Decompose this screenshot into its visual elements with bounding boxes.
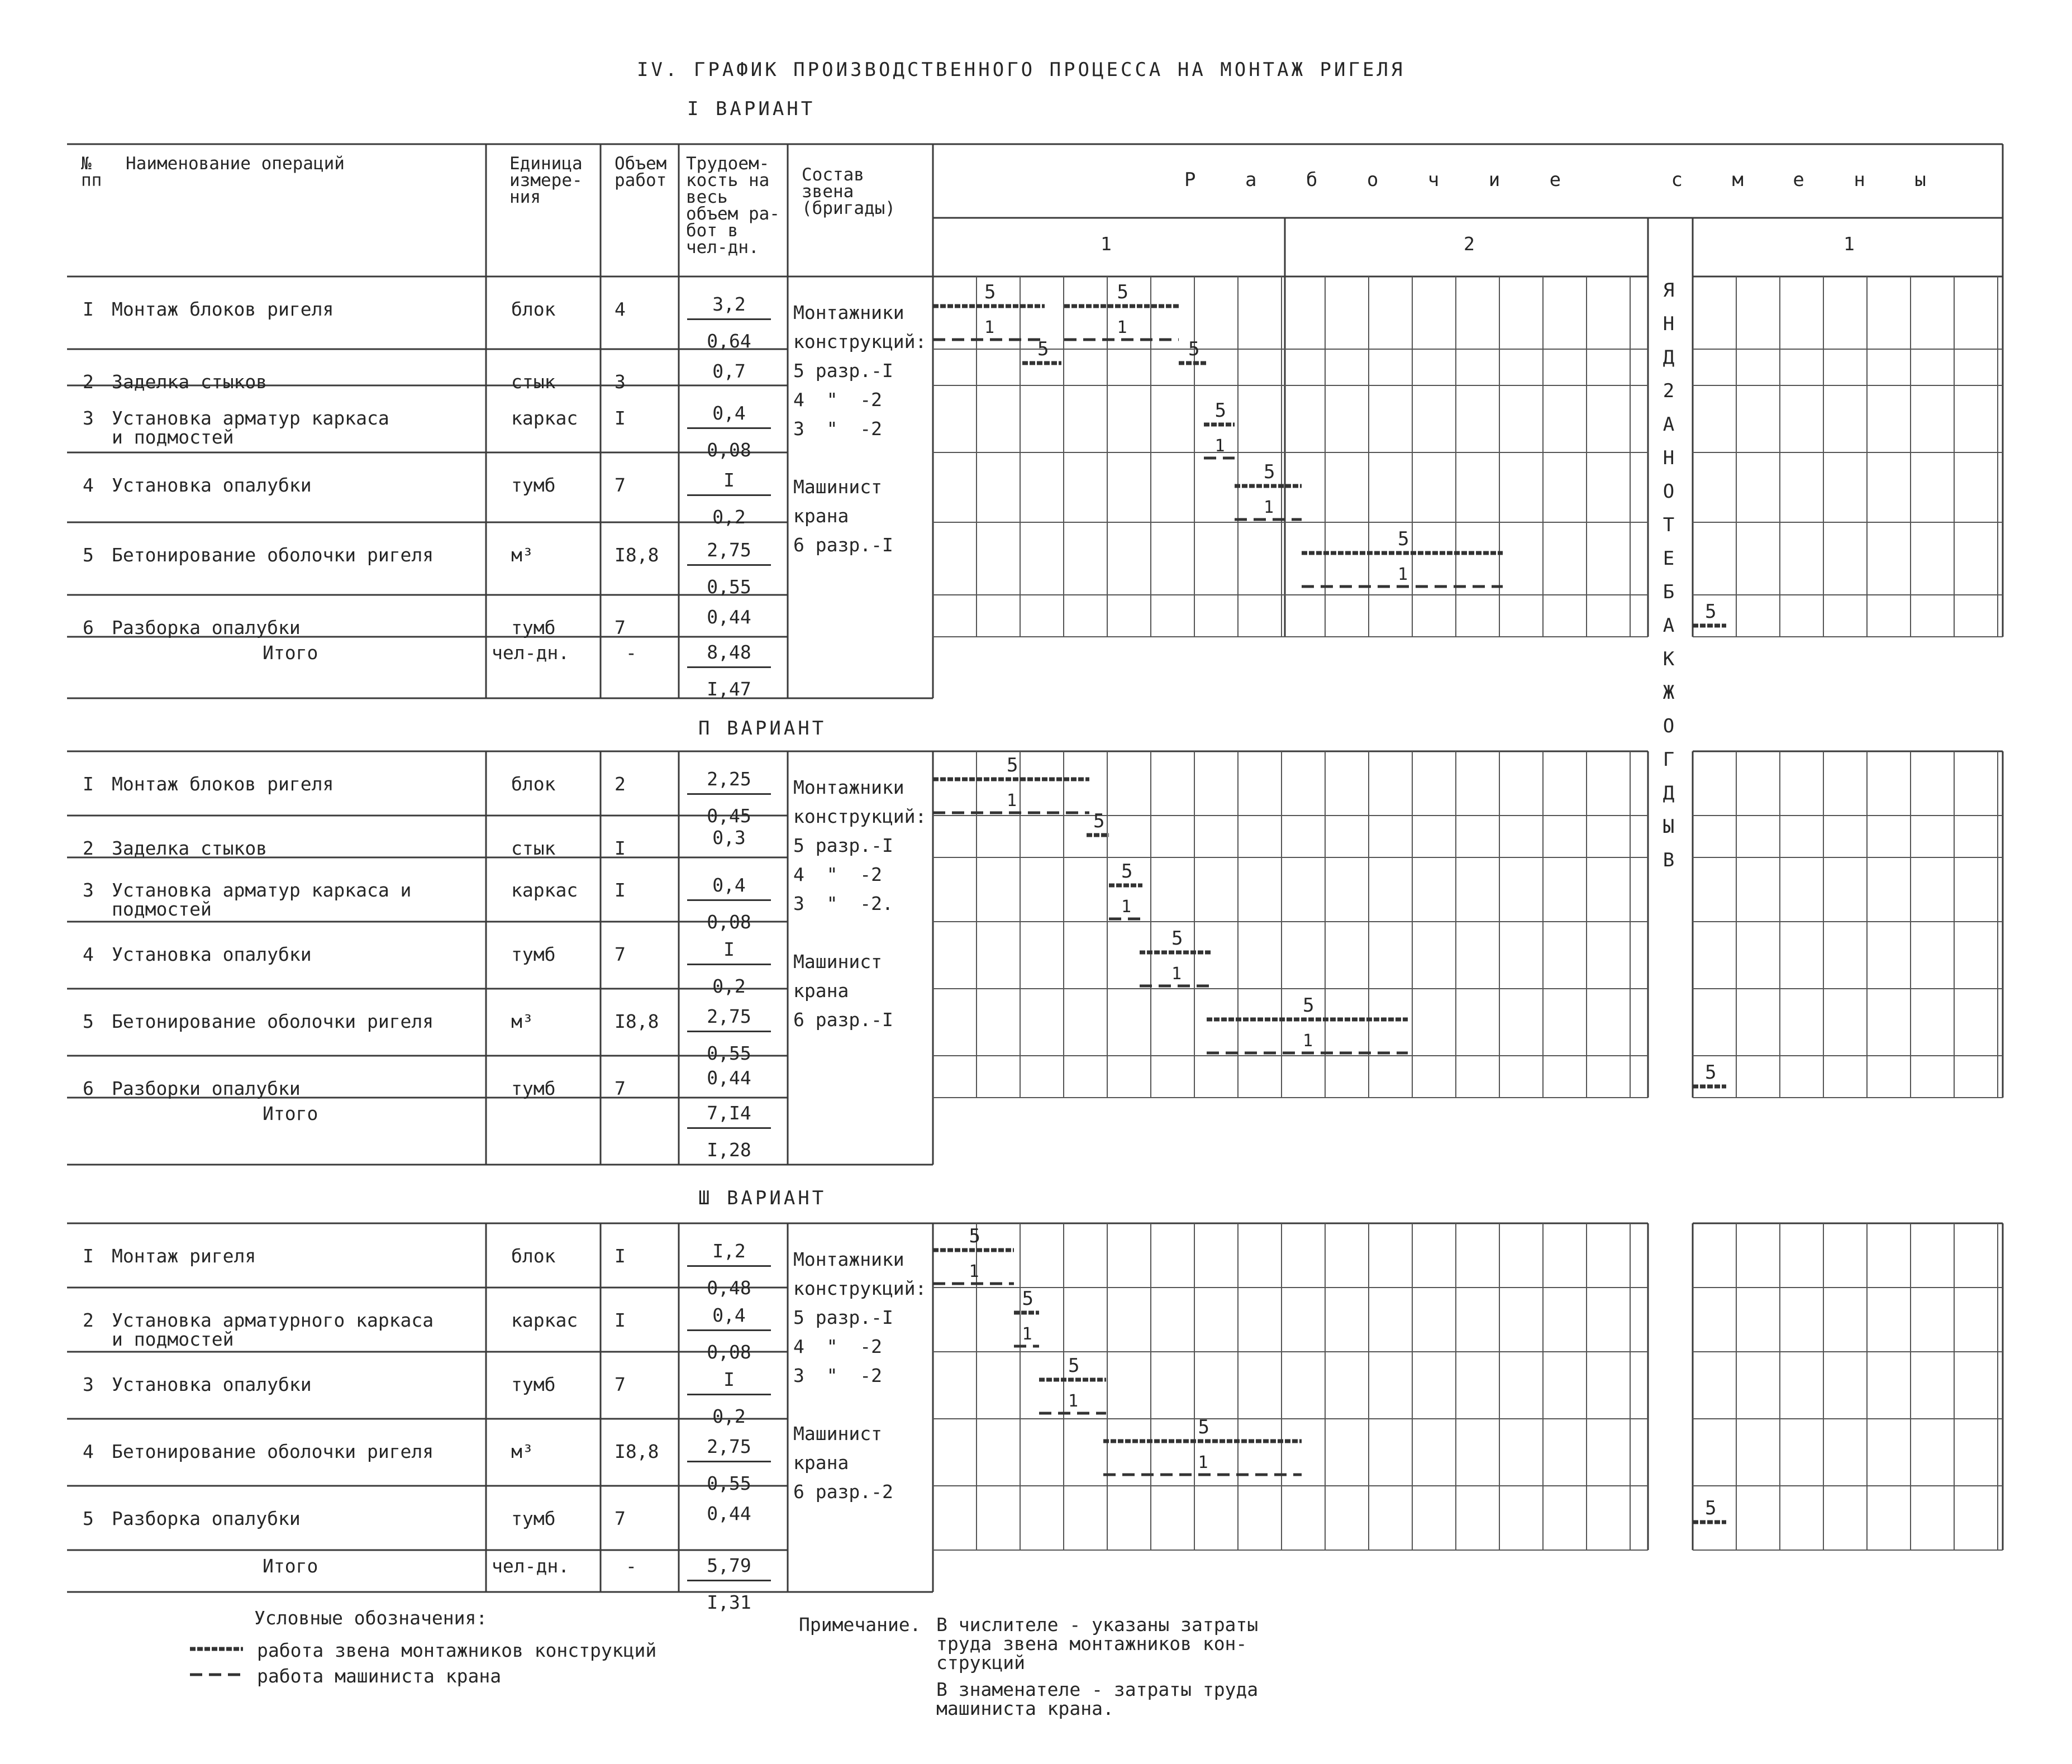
labor-numerator: 2,75 [687, 1005, 771, 1032]
labor-numerator: 2,75 [687, 539, 771, 566]
labor-numerator: 0,4 [687, 874, 771, 901]
labor-denominator: 0,55 [707, 1472, 751, 1494]
labor-numerator: I [687, 1369, 771, 1395]
labor-numerator: 0,4 [687, 402, 771, 429]
unit-cell: блок [511, 298, 556, 320]
crew-line: Машинист [793, 1423, 882, 1444]
crew-line: крана [793, 505, 849, 527]
labor-denominator: 0,3 [712, 827, 746, 848]
labor-cell [687, 360, 771, 382]
note-label: Примечание. [799, 1614, 921, 1636]
volume-cell: I8,8 [615, 544, 659, 566]
crew-line: конструкций: [793, 805, 927, 827]
volume-cell: 7 [615, 617, 626, 638]
crew-line: Машинист [793, 951, 882, 972]
crew-line: 6 разр.-2 [793, 1481, 893, 1503]
operation-name: Установка арматур каркаса и подмостей [112, 879, 412, 920]
bar-crane-label: 1 [1398, 565, 1408, 584]
header-crew: Состав звена (бригады) [802, 165, 896, 218]
bar-crane-label: 1 [1171, 964, 1182, 984]
total-numerator: 8,48 [687, 641, 771, 668]
labor-denominator: 0,55 [707, 1042, 751, 1064]
bar-crew-label: 5 [1121, 860, 1133, 883]
labor-numerator: I [687, 469, 771, 496]
labor-numerator: I [687, 938, 771, 965]
operation-name: Установка опалубки [112, 943, 312, 965]
total-numerator: 5,79 [687, 1555, 771, 1581]
row-number: 2 [83, 837, 94, 859]
crew-line: крана [793, 1452, 849, 1474]
operation-name: Разборка опалубки [112, 1508, 301, 1529]
labor-cell [687, 293, 771, 352]
labor-numerator: I,2 [687, 1240, 771, 1267]
volume-cell: I [615, 879, 626, 901]
operation-name: Монтаж ригеля [112, 1245, 256, 1267]
row-number: 5 [83, 544, 94, 566]
operation-name: Заделка стыков [112, 371, 268, 393]
crew-line: 5 разр.-I [793, 1307, 893, 1328]
total-labor [687, 1102, 771, 1161]
unit-cell: каркас [511, 879, 578, 901]
bar-crane-label: 1 [969, 1262, 979, 1281]
labor-denominator: 0,08 [707, 911, 751, 933]
total-labor [687, 641, 771, 700]
crew-line: 4 " -2 [793, 864, 882, 885]
header-shifts: Р а б о ч и е с м е н ы [1184, 169, 1945, 191]
crew-line: Монтажники [793, 1248, 904, 1270]
row-number: 5 [83, 1010, 94, 1032]
unit-cell: стык [511, 371, 556, 393]
total-label: Итого [263, 1103, 318, 1124]
bar-crew-label: 5 [984, 281, 996, 303]
unit-cell: тумб [511, 1508, 556, 1529]
vertical-label: Я Н Д 2 А Н О Т Е Б А К Ж О Г Д Ы В [1663, 279, 1675, 871]
unit-cell: тумб [511, 1374, 556, 1395]
unit-cell: тумб [511, 617, 556, 638]
total-volume: - [626, 642, 637, 664]
labor-cell [687, 539, 771, 598]
bar-crew-label: 5 [1303, 994, 1314, 1017]
header-day-2: 2 [1464, 233, 1475, 255]
volume-cell: 7 [615, 1374, 626, 1395]
header-labor: Трудоем- кость на весь объем ра- бот в чел-дн. [686, 154, 780, 258]
labor-cell [687, 469, 771, 528]
page-title: IV. ГРАФИК ПРОИЗВОДСТВЕННОГО ПРОЦЕССА НА МОНТАЖ РИГЕЛЯ [637, 59, 1406, 81]
crew-line: 4 " -2 [793, 1336, 882, 1357]
bar-crane-label: 1 [1264, 498, 1274, 517]
operation-name: Разборка опалубки [112, 617, 301, 638]
labor-numerator: 2,25 [687, 768, 771, 795]
labor-denominator: 0,55 [707, 576, 751, 598]
labor-denominator: 0,2 [712, 975, 746, 997]
labor-cell [687, 1503, 771, 1524]
crew-line: конструкций: [793, 331, 927, 352]
crew-line: 4 " -2 [793, 389, 882, 411]
legend-symbols [187, 1642, 249, 1687]
operation-name: Бетонирование оболочки ригеля [112, 544, 434, 566]
total-volume: - [626, 1555, 637, 1577]
total-denominator: I,31 [707, 1591, 751, 1613]
unit-cell: блок [511, 1245, 556, 1267]
row-number: 4 [83, 943, 94, 965]
bar-crane-label: 1 [1007, 791, 1017, 811]
volume-cell: 3 [615, 371, 626, 393]
unit-cell: каркас [511, 407, 578, 429]
operation-name: Монтаж блоков ригеля [112, 773, 334, 795]
row-number: I [83, 298, 94, 320]
bar-crane-label: 1 [984, 318, 995, 337]
header-volume: Объем работ [615, 154, 667, 190]
operation-name: Установка арматурного каркаса и подмостей [112, 1309, 434, 1350]
crew-line: Монтажники [793, 302, 904, 323]
volume-cell: 7 [615, 1508, 626, 1529]
bar-crew-label: 5 [1398, 528, 1409, 550]
labor-cell [687, 768, 771, 827]
labor-denominator: 0,08 [707, 1341, 751, 1363]
header-day-1b: 1 [1844, 233, 1855, 255]
total-unit: чел-дн. [492, 1555, 570, 1577]
labor-cell [687, 827, 771, 848]
unit-cell: м³ [511, 1010, 534, 1032]
crew-line: 3 " -2. [793, 893, 893, 914]
bar-crew-label: 5 [1117, 281, 1128, 303]
variant-3-label: Ш ВАРИАНТ [698, 1187, 827, 1209]
bar-crew-label: 5 [1037, 338, 1049, 360]
row-number: 6 [83, 617, 94, 638]
bar-crane-label: 1 [1214, 436, 1225, 456]
labor-cell [687, 402, 771, 461]
operation-name: Разборки опалубки [112, 1078, 301, 1099]
bar-crew-label: 5 [1198, 1416, 1209, 1438]
bar-crew-label: 5 [1705, 600, 1717, 623]
bar-crew-label: 5 [1007, 754, 1018, 776]
labor-cell [687, 1369, 771, 1427]
volume-cell: 7 [615, 943, 626, 965]
crew-line: 6 разр.-I [793, 534, 893, 556]
labor-cell [687, 874, 771, 933]
note-line-2: В знаменателе - затраты труда машиниста крана. [936, 1679, 1259, 1719]
row-number: 3 [83, 1374, 94, 1395]
unit-cell: м³ [511, 1441, 534, 1462]
row-number: 4 [83, 474, 94, 496]
row-number: 2 [83, 371, 94, 393]
crew-line: Машинист [793, 476, 882, 498]
labor-denominator: 0,08 [707, 439, 751, 461]
labor-denominator: 0,45 [707, 805, 751, 827]
row-number: 5 [83, 1508, 94, 1529]
legend-title: Условные обозначения: [254, 1607, 488, 1629]
bar-crane-label: 1 [1117, 318, 1127, 337]
row-number: 3 [83, 407, 94, 429]
bar-crane-label: 1 [1303, 1031, 1313, 1051]
labor-denominator: 0,48 [707, 1277, 751, 1299]
bar-crew-label: 5 [1188, 338, 1200, 360]
variant-2-label: П ВАРИАНТ [698, 717, 827, 740]
crew-line: конструкций: [793, 1277, 927, 1299]
volume-cell: I [615, 1309, 626, 1331]
legend-item-1: работа звена монтажников конструкций [257, 1639, 657, 1661]
header-num: № пп [81, 154, 102, 190]
operation-name: Установка арматур каркаса и подмостей [112, 407, 389, 448]
row-number: I [83, 1245, 94, 1267]
operation-name: Бетонирование оболочки ригеля [112, 1441, 434, 1462]
labor-cell [687, 1304, 771, 1363]
crew-line: 5 разр.-I [793, 835, 893, 856]
labor-cell [687, 938, 771, 997]
bar-crew-label: 5 [1022, 1288, 1033, 1310]
row-number: 6 [83, 1078, 94, 1099]
unit-cell: тумб [511, 1078, 556, 1099]
total-label: Итого [263, 1555, 318, 1577]
labor-denominator: 0,44 [707, 606, 751, 628]
unit-cell: м³ [511, 544, 534, 566]
bar-crane-label: 1 [1022, 1324, 1032, 1344]
total-denominator: I,47 [707, 678, 751, 700]
volume-cell: I [615, 407, 626, 429]
header-name: Наименование операций [126, 154, 345, 174]
operation-name: Установка опалубки [112, 474, 312, 496]
labor-cell [687, 1005, 771, 1064]
bar-crane-label: 1 [1198, 1453, 1208, 1472]
volume-cell: 7 [615, 474, 626, 496]
volume-cell: I8,8 [615, 1010, 659, 1032]
operation-name: Бетонирование оболочки ригеля [112, 1010, 434, 1032]
operation-name: Заделка стыков [112, 837, 268, 859]
labor-cell [687, 1436, 771, 1494]
labor-numerator: 2,75 [687, 1436, 771, 1462]
labor-denominator: 0,2 [712, 1405, 746, 1427]
labor-cell [687, 1067, 771, 1089]
unit-cell: каркас [511, 1309, 578, 1331]
volume-cell: I [615, 1245, 626, 1267]
bar-crew-label: 5 [969, 1225, 980, 1247]
unit-cell: блок [511, 773, 556, 795]
note-line-1: В числителе - указаны затраты труда звена монтажников кон- струкций [936, 1614, 1259, 1674]
labor-denominator: 0,64 [707, 330, 751, 352]
total-labor [687, 1555, 771, 1613]
total-unit: чел-дн. [492, 642, 570, 664]
bar-crew-label: 5 [1171, 927, 1183, 950]
crew-line: 3 " -2 [793, 1365, 882, 1386]
crew-line: 6 разр.-I [793, 1009, 893, 1031]
unit-cell: тумб [511, 943, 556, 965]
labor-denominator: 0,7 [712, 360, 746, 382]
total-denominator: I,28 [707, 1139, 751, 1161]
crew-line: крана [793, 980, 849, 1002]
volume-cell: I8,8 [615, 1441, 659, 1462]
total-numerator: 7,I4 [687, 1102, 771, 1129]
bar-crew-label: 5 [1093, 810, 1105, 832]
bar-crew-label: 5 [1068, 1355, 1080, 1377]
row-number: I [83, 773, 94, 795]
bar-crane-label: 1 [1068, 1391, 1079, 1411]
bar-crew-label: 5 [1214, 399, 1226, 422]
labor-numerator: 3,2 [687, 293, 771, 320]
crew-line: 3 " -2 [793, 418, 882, 440]
labor-cell [687, 1240, 771, 1299]
labor-denominator: 0,44 [707, 1067, 751, 1089]
row-number: 4 [83, 1441, 94, 1462]
total-label: Итого [263, 642, 318, 664]
bar-crane-label: 1 [1121, 897, 1132, 917]
volume-cell: 4 [615, 298, 626, 320]
operation-name: Установка опалубки [112, 1374, 312, 1395]
labor-denominator: 0,2 [712, 506, 746, 528]
bar-crew-label: 5 [1264, 461, 1275, 483]
row-number: 3 [83, 879, 94, 901]
header-day-1: 1 [1101, 233, 1112, 255]
volume-cell: 7 [615, 1078, 626, 1099]
volume-cell: I [615, 837, 626, 859]
crew-line: Монтажники [793, 776, 904, 798]
operation-name: Монтаж блоков ригеля [112, 298, 334, 320]
bar-crew-label: 5 [1705, 1497, 1717, 1519]
header-unit: Единица измере- ния [509, 154, 583, 207]
bar-crew-label: 5 [1705, 1061, 1717, 1084]
unit-cell: тумб [511, 474, 556, 496]
row-number: 2 [83, 1309, 94, 1331]
labor-cell [687, 606, 771, 628]
labor-numerator: 0,4 [687, 1304, 771, 1331]
labor-denominator: 0,44 [707, 1503, 751, 1524]
variant-1-label: I ВАРИАНТ [687, 98, 816, 120]
unit-cell: стык [511, 837, 556, 859]
crew-line: 5 разр.-I [793, 360, 893, 382]
volume-cell: 2 [615, 773, 626, 795]
legend-item-2: работа машиниста крана [257, 1665, 502, 1687]
